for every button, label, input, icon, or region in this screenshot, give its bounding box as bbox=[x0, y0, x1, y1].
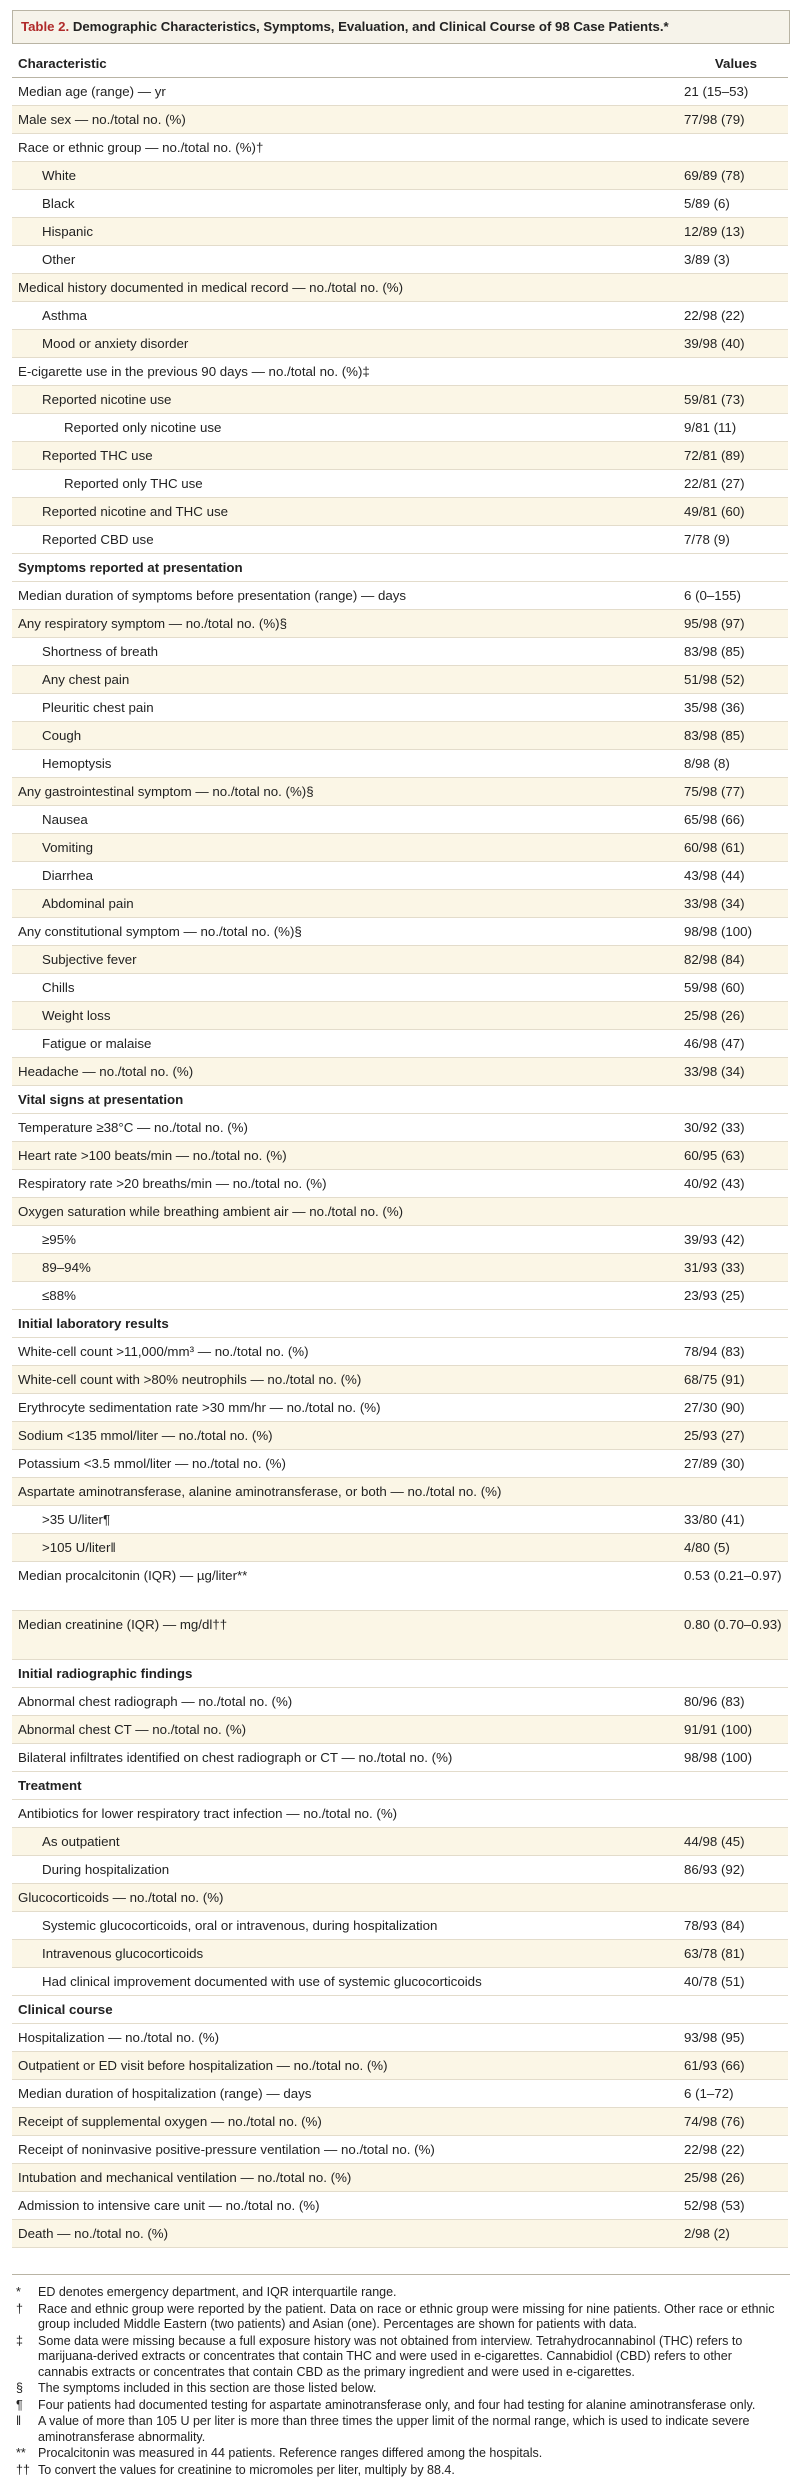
table-row bbox=[12, 1968, 788, 1996]
row-value: 65/98 (66) bbox=[680, 812, 788, 828]
footnote-text: Some data were missing because a full exposure history was not obtained from interview. Tetrahydrocannabinol (THC) refers to marijuana-derived extracts or concentrates that contain THC and were used in e-cigarettes. Cannabidiol (CBD) refers to other cannabis extracts or concentrates that contain CBD as the primary ingredient and were used in e-cigarettes. bbox=[38, 2334, 790, 2381]
footnote bbox=[12, 2463, 790, 2478]
row-label: Erythrocyte sedimentation rate >30 mm/hr — no./total no. (%) bbox=[12, 1400, 680, 1416]
row-value: 23/93 (25) bbox=[680, 1288, 788, 1304]
table-row bbox=[12, 834, 788, 862]
row-value: 44/98 (45) bbox=[680, 1834, 788, 1850]
row-value: 22/81 (27) bbox=[680, 476, 788, 492]
footnote-text: ED denotes emergency department, and IQR interquartile range. bbox=[38, 2285, 790, 2301]
row-value: 51/98 (52) bbox=[680, 672, 788, 688]
row-value: 33/80 (41) bbox=[680, 1512, 788, 1528]
footnote-text: The symptoms included in this section are those listed below. bbox=[38, 2381, 790, 2397]
table-row bbox=[12, 1940, 788, 1968]
footnote-text: Procalcitonin was measured in 44 patients. Reference ranges differed among the hospitals. bbox=[38, 2446, 790, 2462]
table-row bbox=[12, 498, 788, 526]
row-label: Asthma bbox=[12, 308, 680, 324]
table-row bbox=[12, 1478, 788, 1506]
row-value: 46/98 (47) bbox=[680, 1036, 788, 1052]
table-row bbox=[12, 722, 788, 750]
table-row bbox=[12, 890, 788, 918]
row-value: 80/96 (83) bbox=[680, 1694, 788, 1710]
row-label: Reported CBD use bbox=[12, 532, 680, 548]
row-label: Median duration of hospitalization (range) — days bbox=[12, 2086, 680, 2102]
row-value: 61/93 (66) bbox=[680, 2058, 788, 2074]
table-row bbox=[12, 2024, 788, 2052]
row-label: Abnormal chest CT — no./total no. (%) bbox=[12, 1722, 680, 1738]
table-row bbox=[12, 1422, 788, 1450]
footnote-text: To convert the values for creatinine to micromoles per liter, multiply by 88.4. bbox=[38, 2463, 790, 2478]
row-value: 33/98 (34) bbox=[680, 1064, 788, 1080]
table-row bbox=[12, 442, 788, 470]
row-value: 93/98 (95) bbox=[680, 2030, 788, 2046]
row-value: 4/80 (5) bbox=[680, 1540, 788, 1556]
row-value: 35/98 (36) bbox=[680, 700, 788, 716]
row-label: Any respiratory symptom — no./total no. (%)§ bbox=[12, 616, 680, 632]
footnote bbox=[12, 2285, 790, 2301]
row-label: Receipt of noninvasive positive-pressure ventilation — no./total no. (%) bbox=[12, 2142, 680, 2158]
row-value: 33/98 (34) bbox=[680, 896, 788, 912]
table-row bbox=[12, 1394, 788, 1422]
footnote-text: A value of more than 105 U per liter is more than three times the upper limit of the normal range, which is used to indicate severe aminotransferase abnormality. bbox=[38, 2414, 790, 2445]
row-value: 25/98 (26) bbox=[680, 2170, 788, 2186]
table-body bbox=[12, 78, 788, 2248]
row-label: Glucocorticoids — no./total no. (%) bbox=[12, 1890, 680, 1906]
row-label: Admission to intensive care unit — no./total no. (%) bbox=[12, 2198, 680, 2214]
row-value: 39/98 (40) bbox=[680, 336, 788, 352]
table-row bbox=[12, 1030, 788, 1058]
table-row bbox=[12, 190, 788, 218]
table-row bbox=[12, 1506, 788, 1534]
row-label: Male sex — no./total no. (%) bbox=[12, 112, 680, 128]
table-row bbox=[12, 666, 788, 694]
row-value: 30/92 (33) bbox=[680, 1120, 788, 1136]
table-row bbox=[12, 1198, 788, 1226]
row-label: Median procalcitonin (IQR) — µg/liter** bbox=[12, 1568, 680, 1584]
row-label: Oxygen saturation while breathing ambient air — no./total no. (%) bbox=[12, 1204, 680, 1220]
table-row bbox=[12, 638, 788, 666]
row-label: Antibiotics for lower respiratory tract infection — no./total no. (%) bbox=[12, 1806, 680, 1822]
table-row bbox=[12, 582, 788, 610]
row-value: 91/91 (100) bbox=[680, 1722, 788, 1738]
table-row bbox=[12, 918, 788, 946]
row-value: 82/98 (84) bbox=[680, 952, 788, 968]
table-row bbox=[12, 610, 788, 638]
footnote bbox=[12, 2302, 790, 2333]
table-row bbox=[12, 218, 788, 246]
section-header-row bbox=[12, 1086, 788, 1114]
row-value: 40/92 (43) bbox=[680, 1176, 788, 1192]
row-label: Medical history documented in medical record — no./total no. (%) bbox=[12, 280, 680, 296]
row-label: Median age (range) — yr bbox=[12, 84, 680, 100]
footnote bbox=[12, 2381, 790, 2397]
table-row bbox=[12, 526, 788, 554]
row-value: 78/94 (83) bbox=[680, 1344, 788, 1360]
row-label: During hospitalization bbox=[12, 1862, 680, 1878]
table-row bbox=[12, 1226, 788, 1254]
row-label: Weight loss bbox=[12, 1008, 680, 1024]
row-value: 75/98 (77) bbox=[680, 784, 788, 800]
table-row bbox=[12, 2192, 788, 2220]
row-value: 60/98 (61) bbox=[680, 840, 788, 856]
row-label: Reported only nicotine use bbox=[12, 420, 680, 436]
row-label: Hospitalization — no./total no. (%) bbox=[12, 2030, 680, 2046]
row-label: Abnormal chest radiograph — no./total no. (%) bbox=[12, 1694, 680, 1710]
section-header-row bbox=[12, 1996, 788, 2024]
row-value: 98/98 (100) bbox=[680, 1750, 788, 1766]
row-label: Aspartate aminotransferase, alanine aminotransferase, or both — no./total no. (%) bbox=[12, 1484, 680, 1500]
table-row bbox=[12, 1002, 788, 1030]
table-row bbox=[12, 1828, 788, 1856]
table-row bbox=[12, 246, 788, 274]
table-caption: Demographic Characteristics, Symptoms, Evaluation, and Clinical Course of 98 Case Patients.* bbox=[73, 19, 669, 34]
table-row bbox=[12, 778, 788, 806]
table-row bbox=[12, 974, 788, 1002]
table-row bbox=[12, 414, 788, 442]
row-label: Diarrhea bbox=[12, 868, 680, 884]
row-label: Temperature ≥38°C — no./total no. (%) bbox=[12, 1120, 680, 1136]
table-row bbox=[12, 1562, 788, 1611]
row-label: Chills bbox=[12, 980, 680, 996]
table-row bbox=[12, 386, 788, 414]
row-label: White bbox=[12, 168, 680, 184]
table-row bbox=[12, 1254, 788, 1282]
row-value: 98/98 (100) bbox=[680, 924, 788, 940]
row-label: Mood or anxiety disorder bbox=[12, 336, 680, 352]
table-row bbox=[12, 330, 788, 358]
table-row bbox=[12, 1366, 788, 1394]
table-row bbox=[12, 358, 788, 386]
row-value: 25/98 (26) bbox=[680, 1008, 788, 1024]
row-value: 69/89 (78) bbox=[680, 168, 788, 184]
row-label: Heart rate >100 beats/min — no./total no. (%) bbox=[12, 1148, 680, 1164]
row-label: Shortness of breath bbox=[12, 644, 680, 660]
row-value: 86/93 (92) bbox=[680, 1862, 788, 1878]
table-title bbox=[12, 10, 790, 44]
row-value: 21 (15–53) bbox=[680, 84, 788, 100]
table-row bbox=[12, 1912, 788, 1940]
table-row bbox=[12, 2164, 788, 2192]
footnote bbox=[12, 2414, 790, 2445]
section-header-row bbox=[12, 1772, 788, 1800]
table-row bbox=[12, 134, 788, 162]
section-title: Symptoms reported at presentation bbox=[12, 560, 680, 576]
row-label: Bilateral infiltrates identified on chest radiograph or CT — no./total no. (%) bbox=[12, 1750, 680, 1766]
footnote-symbol: ‖ bbox=[12, 2414, 38, 2445]
footnote-symbol: * bbox=[12, 2285, 38, 2301]
footnotes bbox=[12, 2274, 790, 2478]
row-label: ≤88% bbox=[12, 1288, 680, 1304]
row-label: >105 U/liter‖ bbox=[12, 1540, 680, 1556]
row-value: 74/98 (76) bbox=[680, 2114, 788, 2130]
row-value: 5/89 (6) bbox=[680, 196, 788, 212]
row-label: Hemoptysis bbox=[12, 756, 680, 772]
table-row bbox=[12, 106, 788, 134]
row-value: 72/81 (89) bbox=[680, 448, 788, 464]
row-value: 68/75 (91) bbox=[680, 1372, 788, 1388]
section-title: Vital signs at presentation bbox=[12, 1092, 680, 1108]
table-row bbox=[12, 162, 788, 190]
table-row bbox=[12, 1450, 788, 1478]
row-value: 77/98 (79) bbox=[680, 112, 788, 128]
row-label: As outpatient bbox=[12, 1834, 680, 1850]
row-label: Vomiting bbox=[12, 840, 680, 856]
section-title: Initial radiographic findings bbox=[12, 1666, 680, 1682]
table-row bbox=[12, 2220, 788, 2248]
row-label: Cough bbox=[12, 728, 680, 744]
row-value: 59/98 (60) bbox=[680, 980, 788, 996]
row-value: 95/98 (97) bbox=[680, 616, 788, 632]
row-label: Median creatinine (IQR) — mg/dl†† bbox=[12, 1617, 680, 1633]
table-row bbox=[12, 1142, 788, 1170]
row-label: Any constitutional symptom — no./total no. (%)§ bbox=[12, 924, 680, 940]
table-row bbox=[12, 750, 788, 778]
row-label: Reported THC use bbox=[12, 448, 680, 464]
row-label: Reported only THC use bbox=[12, 476, 680, 492]
row-value: 6 (0–155) bbox=[680, 588, 788, 604]
row-value: 8/98 (8) bbox=[680, 756, 788, 772]
table-row bbox=[12, 470, 788, 498]
table-row bbox=[12, 2080, 788, 2108]
row-label: Systemic glucocorticoids, oral or intravenous, during hospitalization bbox=[12, 1918, 680, 1934]
table-row bbox=[12, 1114, 788, 1142]
table-row bbox=[12, 1744, 788, 1772]
footnote-text: Four patients had documented testing for aspartate aminotransferase only, and four had testing for alanine aminotransferase only. bbox=[38, 2398, 790, 2414]
row-label: White-cell count with >80% neutrophils — no./total no. (%) bbox=[12, 1372, 680, 1388]
footnote-symbol: ** bbox=[12, 2446, 38, 2462]
row-label: ≥95% bbox=[12, 1232, 680, 1248]
row-value: 27/89 (30) bbox=[680, 1456, 788, 1472]
footnote-symbol: †† bbox=[12, 2463, 38, 2478]
row-value: 25/93 (27) bbox=[680, 1428, 788, 1444]
footnote-symbol: ¶ bbox=[12, 2398, 38, 2414]
row-label: Receipt of supplemental oxygen — no./total no. (%) bbox=[12, 2114, 680, 2130]
row-label: Reported nicotine and THC use bbox=[12, 504, 680, 520]
table-row bbox=[12, 1688, 788, 1716]
row-value: 7/78 (9) bbox=[680, 532, 788, 548]
table-row bbox=[12, 2136, 788, 2164]
table-row bbox=[12, 1058, 788, 1086]
footnote bbox=[12, 2398, 790, 2414]
section-header-row bbox=[12, 554, 788, 582]
row-label: Fatigue or malaise bbox=[12, 1036, 680, 1052]
row-value: 2/98 (2) bbox=[680, 2226, 788, 2242]
row-label: Nausea bbox=[12, 812, 680, 828]
table-row bbox=[12, 1170, 788, 1198]
row-value: 0.80 (0.70–0.93) bbox=[680, 1617, 788, 1633]
row-value: 52/98 (53) bbox=[680, 2198, 788, 2214]
row-label: Pleuritic chest pain bbox=[12, 700, 680, 716]
table-row bbox=[12, 946, 788, 974]
row-value: 49/81 (60) bbox=[680, 504, 788, 520]
row-label: Headache — no./total no. (%) bbox=[12, 1064, 680, 1080]
section-header-row bbox=[12, 1310, 788, 1338]
row-value: 40/78 (51) bbox=[680, 1974, 788, 1990]
table-row bbox=[12, 694, 788, 722]
table-row bbox=[12, 2108, 788, 2136]
row-label: Abdominal pain bbox=[12, 896, 680, 912]
table-row bbox=[12, 78, 788, 106]
footnote-symbol: † bbox=[12, 2302, 38, 2333]
row-value: 6 (1–72) bbox=[680, 2086, 788, 2102]
column-header-row bbox=[12, 50, 788, 78]
row-label: Black bbox=[12, 196, 680, 212]
row-value: 39/93 (42) bbox=[680, 1232, 788, 1248]
row-label: Reported nicotine use bbox=[12, 392, 680, 408]
row-value: 9/81 (11) bbox=[680, 420, 788, 436]
table-row bbox=[12, 862, 788, 890]
footnote-symbol: ‡ bbox=[12, 2334, 38, 2381]
row-label: Had clinical improvement documented with use of systemic glucocorticoids bbox=[12, 1974, 680, 1990]
row-value: 59/81 (73) bbox=[680, 392, 788, 408]
row-value: 27/30 (90) bbox=[680, 1400, 788, 1416]
table-row bbox=[12, 1282, 788, 1310]
row-label: Outpatient or ED visit before hospitalization — no./total no. (%) bbox=[12, 2058, 680, 2074]
row-label: Median duration of symptoms before presentation (range) — days bbox=[12, 588, 680, 604]
footnote bbox=[12, 2446, 790, 2462]
row-value: 60/95 (63) bbox=[680, 1148, 788, 1164]
table-row bbox=[12, 1856, 788, 1884]
column-header-values: Values bbox=[680, 56, 788, 72]
row-label: White-cell count >11,000/mm³ — no./total no. (%) bbox=[12, 1344, 680, 1360]
column-header-characteristic: Characteristic bbox=[12, 56, 680, 72]
row-value: 22/98 (22) bbox=[680, 2142, 788, 2158]
row-value: 31/93 (33) bbox=[680, 1260, 788, 1276]
row-value: 83/98 (85) bbox=[680, 728, 788, 744]
row-value: 83/98 (85) bbox=[680, 644, 788, 660]
row-label: Intravenous glucocorticoids bbox=[12, 1946, 680, 1962]
row-label: Death — no./total no. (%) bbox=[12, 2226, 680, 2242]
row-label: E-cigarette use in the previous 90 days — no./total no. (%)‡ bbox=[12, 364, 680, 380]
footnote-text: Race and ethnic group were reported by the patient. Data on race or ethnic group were missing for nine patients. Other race or ethnic group included Middle Eastern (two patients) and Asian (one). Percentages are shown for patients with data. bbox=[38, 2302, 790, 2333]
table-number: Table 2. bbox=[21, 19, 69, 34]
row-value: 12/89 (13) bbox=[680, 224, 788, 240]
row-value: 78/93 (84) bbox=[680, 1918, 788, 1934]
row-label: Respiratory rate >20 breaths/min — no./total no. (%) bbox=[12, 1176, 680, 1192]
row-label: Hispanic bbox=[12, 224, 680, 240]
row-label: Subjective fever bbox=[12, 952, 680, 968]
row-label: Potassium <3.5 mmol/liter — no./total no. (%) bbox=[12, 1456, 680, 1472]
row-label: Race or ethnic group — no./total no. (%)† bbox=[12, 140, 680, 156]
section-title: Treatment bbox=[12, 1778, 680, 1794]
row-label: Sodium <135 mmol/liter — no./total no. (%) bbox=[12, 1428, 680, 1444]
table-row bbox=[12, 1884, 788, 1912]
row-value: 63/78 (81) bbox=[680, 1946, 788, 1962]
table-row bbox=[12, 302, 788, 330]
row-value: 43/98 (44) bbox=[680, 868, 788, 884]
table-row bbox=[12, 1338, 788, 1366]
table-row bbox=[12, 1611, 788, 1660]
table-row bbox=[12, 1534, 788, 1562]
row-label: Intubation and mechanical ventilation — no./total no. (%) bbox=[12, 2170, 680, 2186]
data-table bbox=[12, 50, 788, 2248]
section-header-row bbox=[12, 1660, 788, 1688]
row-value: 22/98 (22) bbox=[680, 308, 788, 324]
row-label: >35 U/liter¶ bbox=[12, 1512, 680, 1528]
footnote bbox=[12, 2334, 790, 2381]
row-value: 0.53 (0.21–0.97) bbox=[680, 1568, 788, 1584]
row-label: Other bbox=[12, 252, 680, 268]
row-label: Any gastrointestinal symptom — no./total no. (%)§ bbox=[12, 784, 680, 800]
table-row bbox=[12, 274, 788, 302]
table-row bbox=[12, 1800, 788, 1828]
row-value: 3/89 (3) bbox=[680, 252, 788, 268]
table-row bbox=[12, 806, 788, 834]
section-title: Initial laboratory results bbox=[12, 1316, 680, 1332]
footnote-symbol: § bbox=[12, 2381, 38, 2397]
row-label: Any chest pain bbox=[12, 672, 680, 688]
table-row bbox=[12, 1716, 788, 1744]
table-row bbox=[12, 2052, 788, 2080]
row-label: 89–94% bbox=[12, 1260, 680, 1276]
section-title: Clinical course bbox=[12, 2002, 680, 2018]
